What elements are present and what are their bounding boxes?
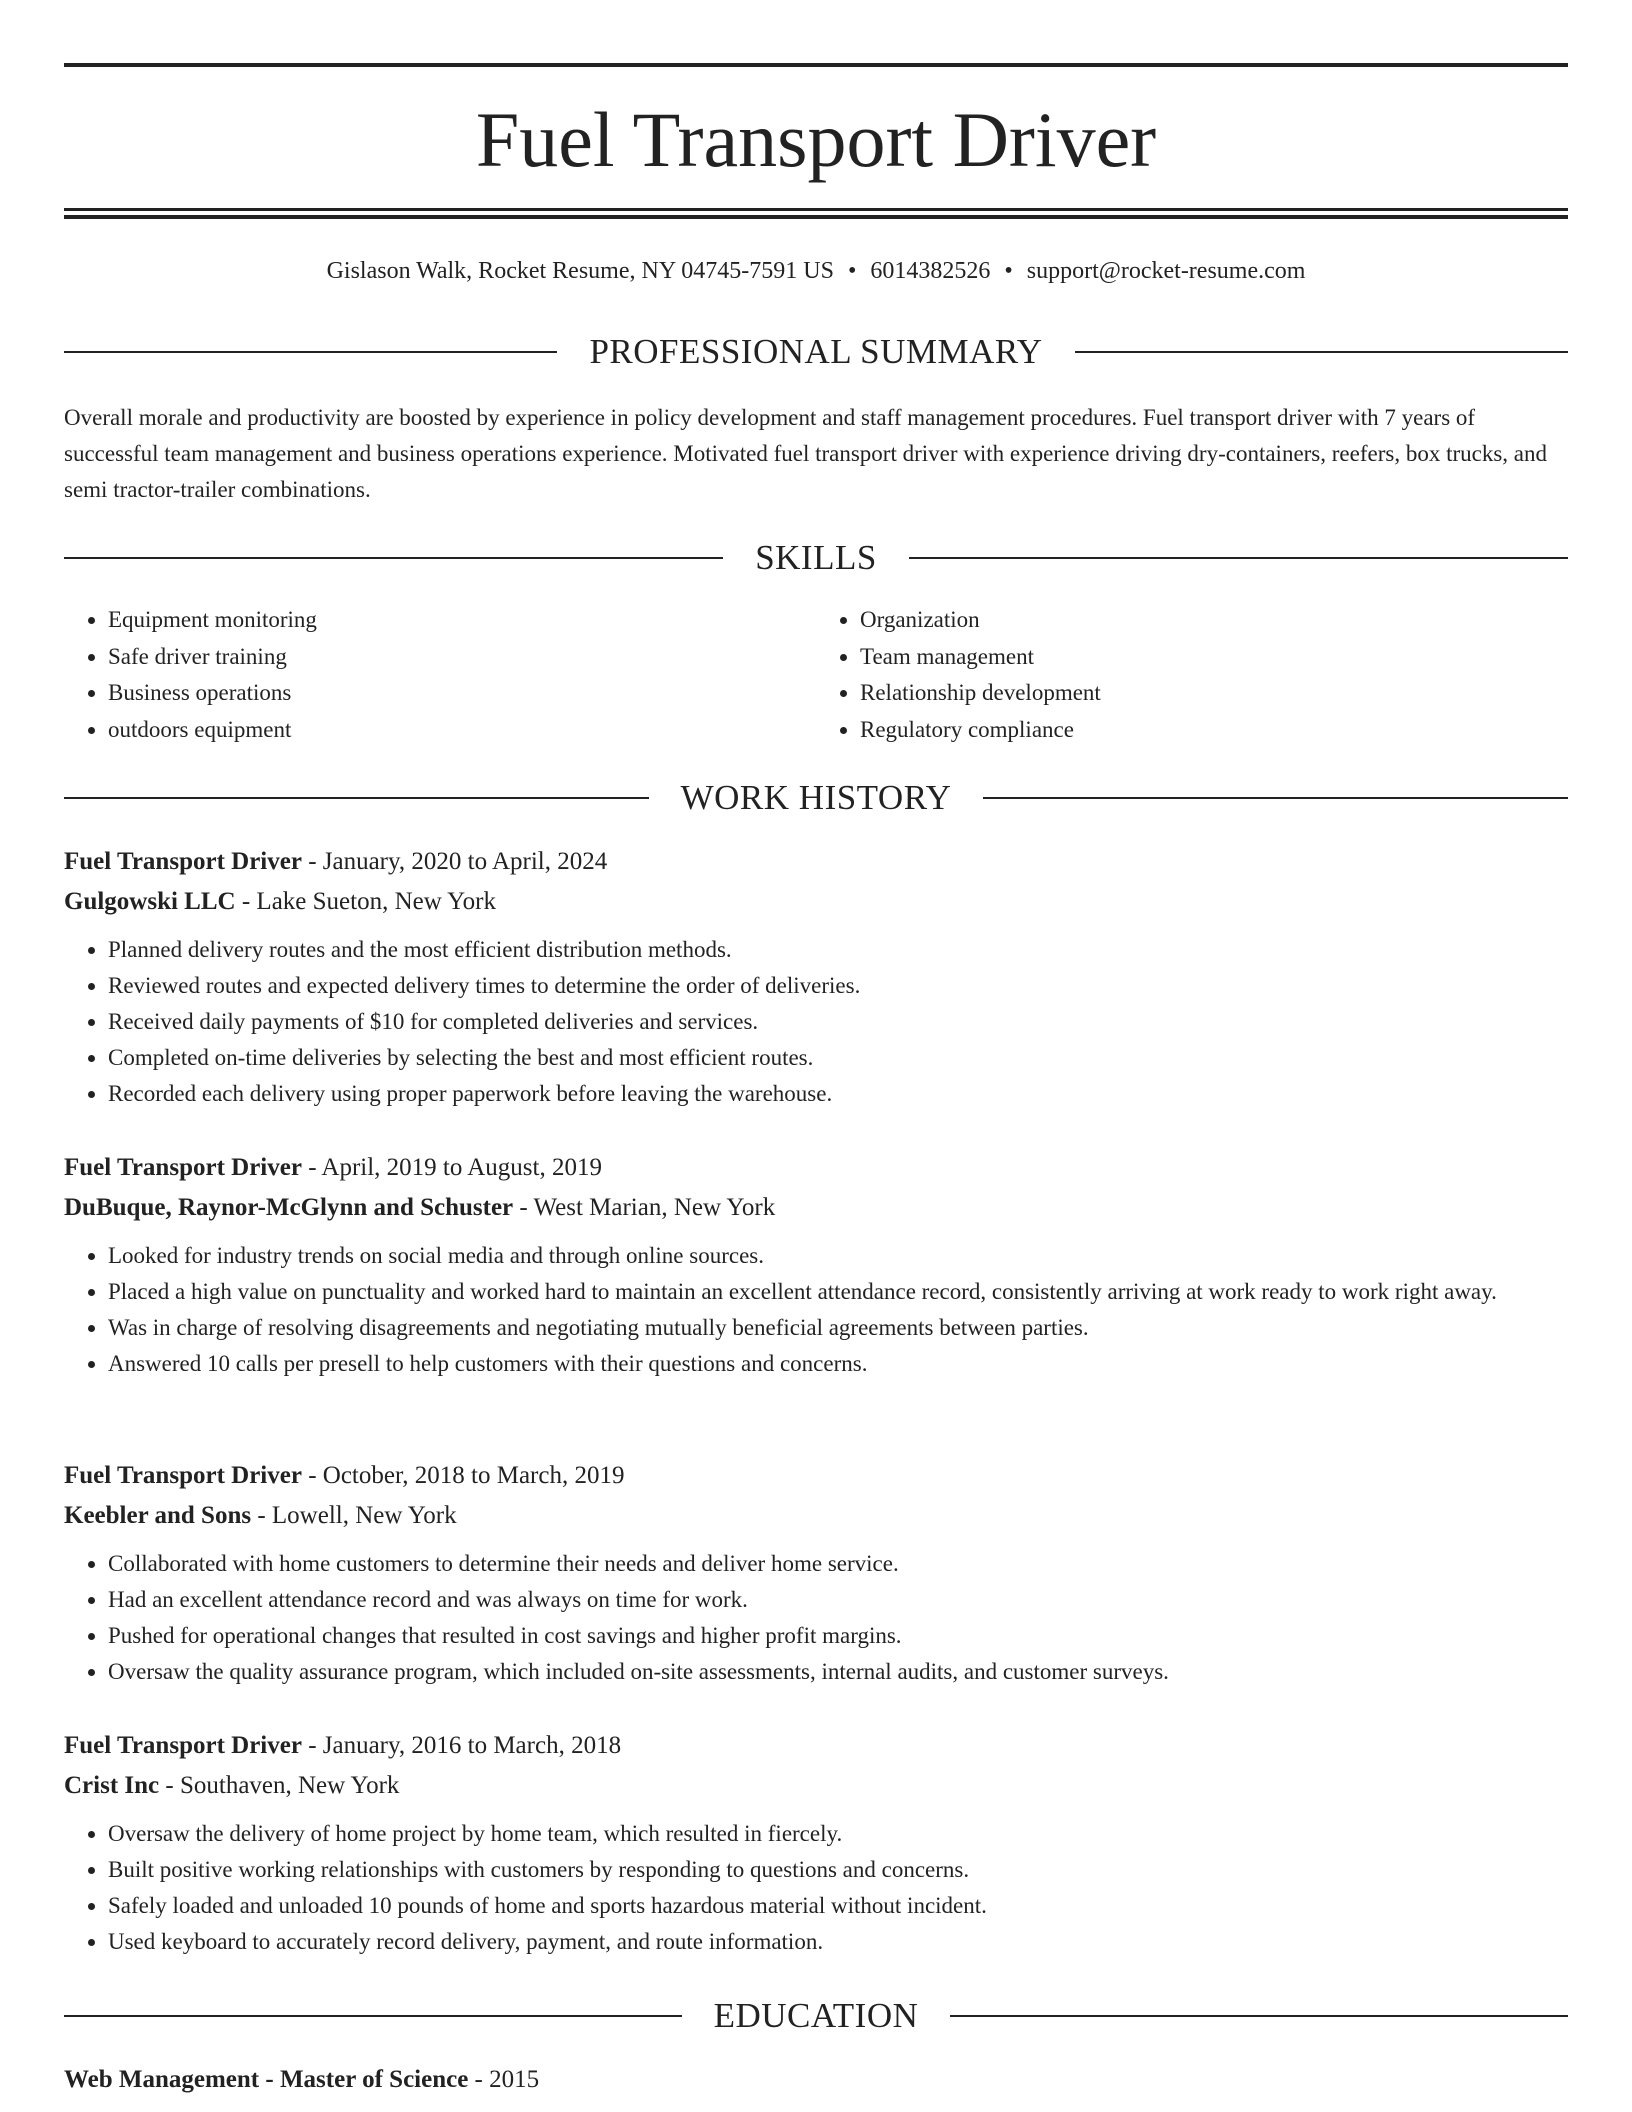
top-rule	[64, 63, 1568, 67]
job-location: - Lake Sueton, New York	[235, 888, 496, 915]
job-bullet: • Collaborated with home customers to determine their needs and deliver home service.	[108, 1546, 1568, 1582]
job-company-line	[64, 1496, 1568, 1536]
job-bullets	[64, 932, 1568, 1112]
skills-title: SKILLS	[755, 538, 877, 577]
job-title: Fuel Transport Driver	[64, 1154, 302, 1181]
job-bullet: • Used keyboard to accurately record delivery, payment, and route information.	[108, 1924, 1568, 1960]
education-heading	[64, 1994, 1568, 2038]
job-title-line	[64, 1726, 1568, 1766]
skills-column-left	[64, 602, 816, 748]
job-dates: - April, 2019 to August, 2019	[301, 1154, 602, 1181]
job-dates: - January, 2016 to March, 2018	[301, 1732, 622, 1759]
job-bullet: • Safely loaded and unloaded 10 pounds of home and sports hazardous material without incident.	[108, 1888, 1568, 1924]
skill-item: • Safe driver training	[108, 639, 816, 676]
education-title: EDUCATION	[713, 1996, 919, 2035]
job-title-line	[64, 1456, 1568, 1496]
contact-email: support@rocket-resume.com	[1026, 258, 1306, 284]
job-bullet: • Built positive working relationships with customers by responding to questions and concerns.	[108, 1852, 1568, 1888]
job-entry	[64, 1148, 1568, 1382]
job-entry	[64, 1726, 1568, 1960]
job-company-line	[64, 1188, 1568, 1228]
title-rule-upper	[64, 208, 1568, 211]
job-company: DuBuque, Raynor-McGlynn and Schuster	[64, 1194, 514, 1221]
job-bullet: • Had an excellent attendance record and was always on time for work.	[108, 1582, 1568, 1618]
skills-list	[64, 602, 1568, 748]
job-bullet: • Answered 10 calls per presell to help customers with their questions and concerns.	[108, 1346, 1568, 1382]
job-title: Fuel Transport Driver	[64, 848, 302, 875]
heading-rule-left	[64, 351, 557, 353]
job-company-line	[64, 882, 1568, 922]
education-degree: Web Management - Master of Science	[64, 2066, 469, 2093]
job-entry	[64, 1456, 1568, 1690]
heading-rule-right	[983, 797, 1568, 799]
summary-text: Overall morale and productivity are boosted by experience in policy development and staff management procedures. Fuel transport driver with 7 years of successful team management and business operations experience. Motivated fuel transport driver with experience driving dry-containers, reefers, box trucks, and semi tractor-trailer combinations.	[64, 405, 1547, 502]
skill-item: • Regulatory compliance	[860, 712, 1568, 749]
job-location: - Southaven, New York	[159, 1772, 400, 1799]
job-company-line	[64, 1766, 1568, 1806]
heading-rule-right	[950, 2015, 1568, 2017]
job-bullets	[64, 1238, 1568, 1382]
job-bullet: • Oversaw the quality assurance program, which included on-site assessments, internal audits, and customer surveys.	[108, 1654, 1568, 1690]
skill-item: • Organization	[860, 602, 1568, 639]
summary-title: PROFESSIONAL SUMMARY	[589, 332, 1043, 371]
skill-item: • Equipment monitoring	[108, 602, 816, 639]
contact-line	[64, 254, 1568, 288]
contact-separator: •	[847, 258, 857, 284]
contact-phone: 6014382526	[870, 258, 991, 284]
job-bullet: • Reviewed routes and expected delivery times to determine the order of deliveries.	[108, 968, 1568, 1004]
job-bullet: • Received daily payments of $10 for completed deliveries and services.	[108, 1004, 1568, 1040]
skill-item: • Business operations	[108, 675, 816, 712]
job-bullet: • Recorded each delivery using proper paperwork before leaving the warehouse.	[108, 1076, 1568, 1112]
skill-item: • Relationship development	[860, 675, 1568, 712]
job-location: - Lowell, New York	[251, 1502, 457, 1529]
job-bullet: • Placed a high value on punctuality and worked hard to maintain an excellent attendance record, consistently arriving at work ready to work right away.	[108, 1274, 1568, 1310]
work-title: WORK HISTORY	[680, 778, 952, 817]
heading-rule-right	[1075, 351, 1568, 353]
job-company: Keebler and Sons	[64, 1502, 252, 1529]
job-company: Gulgowski LLC	[64, 888, 236, 915]
job-title-line	[64, 842, 1568, 882]
job-title: Fuel Transport Driver	[64, 1732, 302, 1759]
title-rule-lower	[64, 215, 1568, 219]
contact-address: Gislason Walk, Rocket Resume, NY 04745-7591 US	[326, 258, 834, 284]
skill-item: • Team management	[860, 639, 1568, 676]
contact-separator: •	[1004, 258, 1013, 284]
job-bullet: • Planned delivery routes and the most efficient distribution methods.	[108, 932, 1568, 968]
heading-rule-left	[64, 2015, 682, 2017]
job-title: Fuel Transport Driver	[64, 1462, 302, 1489]
heading-rule-left	[64, 557, 723, 559]
job-bullet: • Was in charge of resolving disagreements and negotiating mutually beneficial agreements between parties.	[108, 1310, 1568, 1346]
job-bullet: • Pushed for operational changes that resulted in cost savings and higher profit margins.	[108, 1618, 1568, 1654]
skill-item: • outdoors equipment	[108, 712, 816, 749]
job-bullets	[64, 1546, 1568, 1690]
job-dates: - October, 2018 to March, 2019	[301, 1462, 625, 1489]
candidate-title: Fuel Transport Driver	[475, 96, 1157, 183]
education-year: - 2015	[468, 2066, 540, 2093]
work-heading	[64, 776, 1568, 820]
job-bullet: • Looked for industry trends on social media and through online sources.	[108, 1238, 1568, 1274]
heading-rule-right	[909, 557, 1568, 559]
job-bullet: • Oversaw the delivery of home project by home team, which resulted in fiercely.	[108, 1816, 1568, 1852]
education-entry	[64, 2060, 1568, 2100]
job-title-line	[64, 1148, 1568, 1188]
job-dates: - January, 2020 to April, 2024	[301, 848, 608, 875]
heading-rule-left	[64, 797, 649, 799]
summary-heading	[64, 330, 1568, 374]
job-bullet: • Completed on-time deliveries by selecting the best and most efficient routes.	[108, 1040, 1568, 1076]
job-location: - West Marian, New York	[513, 1194, 776, 1221]
job-entry	[64, 842, 1568, 1112]
job-bullets	[64, 1816, 1568, 1960]
job-company: Crist Inc	[64, 1772, 160, 1799]
skills-heading	[64, 536, 1568, 580]
skills-column-right	[816, 602, 1568, 748]
